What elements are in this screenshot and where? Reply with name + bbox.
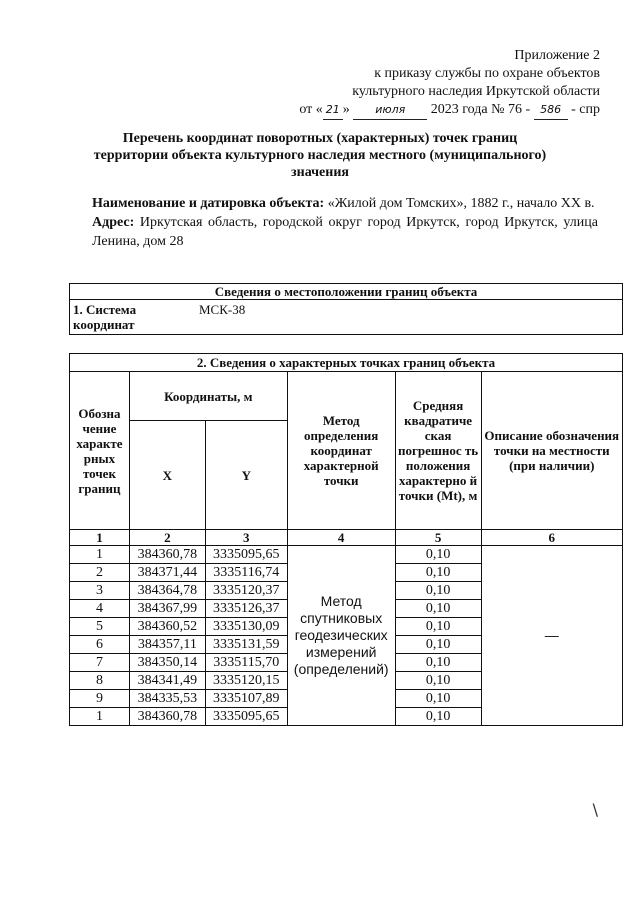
order-suffix: - спр	[571, 102, 600, 117]
point-x: 384350,14	[129, 654, 205, 672]
point-number: 7	[70, 654, 130, 672]
date-year: 2023 года № 76 -	[430, 102, 531, 117]
object-address	[92, 213, 598, 251]
point-y: 3335095,65	[205, 708, 287, 726]
point-y: 3335120,37	[205, 582, 287, 600]
spacer-row	[70, 335, 623, 354]
point-number: 9	[70, 690, 130, 708]
point-error: 0,10	[395, 582, 481, 600]
point-number: 6	[70, 636, 130, 654]
col-coords-header: Координаты, м	[129, 372, 287, 421]
col-error-header: Средняя квадратиче ская погрешнос ть положения характерно й точки (Mt), м	[395, 372, 481, 530]
appendix-line-2: к приказу службы по охране объектов	[374, 66, 600, 81]
point-x: 384371,44	[129, 564, 205, 582]
point-number: 1	[70, 546, 130, 564]
point-y: 3335095,65	[205, 546, 287, 564]
points-table	[69, 353, 623, 726]
point-y: 3335120,15	[205, 672, 287, 690]
document-title	[60, 130, 580, 181]
description-cell: —	[481, 546, 622, 726]
point-y: 3335131,59	[205, 636, 287, 654]
col-number: 5	[395, 530, 481, 546]
point-error: 0,10	[395, 636, 481, 654]
point-error: 0,10	[395, 690, 481, 708]
col-number: 3	[205, 530, 287, 546]
margin-pen-mark: \	[592, 800, 598, 819]
object-info	[92, 194, 598, 251]
col-desc-header: Описание обозначения точки на местности (при наличии)	[481, 372, 622, 530]
col-x-header: X	[129, 421, 205, 530]
date-prefix: от «	[299, 102, 323, 117]
point-x: 384335,53	[129, 690, 205, 708]
point-y: 3335116,74	[205, 564, 287, 582]
handwritten-order-number: 586	[534, 101, 568, 120]
point-error: 0,10	[395, 708, 481, 726]
point-y: 3335115,70	[205, 654, 287, 672]
point-number: 2	[70, 564, 130, 582]
point-x: 384357,11	[129, 636, 205, 654]
point-number: 1	[70, 708, 130, 726]
col-number: 4	[287, 530, 395, 546]
point-number: 8	[70, 672, 130, 690]
method-cell: Метод спутниковых геодезических измерений (определений)	[287, 546, 395, 726]
appendix-line-1: Приложение 2	[514, 48, 600, 63]
point-x: 384360,78	[129, 546, 205, 564]
point-number: 3	[70, 582, 130, 600]
point-x: 384364,78	[129, 582, 205, 600]
point-y: 3335107,89	[205, 690, 287, 708]
point-error: 0,10	[395, 672, 481, 690]
title-line-2: территории объекта культурного наследия местного (муниципального)	[93, 148, 547, 163]
appendix-date-line	[299, 101, 600, 120]
col-y-header: Y	[205, 421, 287, 530]
point-number: 4	[70, 600, 130, 618]
point-number: 5	[70, 618, 130, 636]
object-name-label: Наименование и датировка объекта:	[92, 196, 325, 211]
handwritten-day: 21	[323, 101, 343, 120]
point-x: 384360,52	[129, 618, 205, 636]
col-number: 2	[129, 530, 205, 546]
object-address-value: Иркутская область, городской округ город Иркутск, город Иркутск, улица Ленина, дом 28	[92, 215, 598, 249]
table-row	[70, 546, 623, 564]
title-line-3: значения	[291, 165, 349, 180]
points-section-title: 2. Сведения о характерных точках границ объекта	[70, 354, 623, 372]
object-name	[92, 194, 598, 213]
object-address-label: Адрес:	[92, 215, 135, 230]
date-mid: »	[342, 102, 350, 117]
coordinate-system-value: МСК-38	[196, 300, 623, 335]
col-number: 1	[70, 530, 130, 546]
handwritten-month: июля	[353, 101, 427, 120]
point-error: 0,10	[395, 654, 481, 672]
point-error: 0,10	[395, 546, 481, 564]
object-name-value: «Жилой дом Томских», 1882 г., начало XX в.	[327, 196, 595, 211]
point-x: 384360,78	[129, 708, 205, 726]
point-y: 3335130,09	[205, 618, 287, 636]
location-header: Сведения о местоположении границ объекта	[70, 284, 623, 300]
point-error: 0,10	[395, 618, 481, 636]
col-method-header: Метод определения координат характерной точки	[287, 372, 395, 530]
point-error: 0,10	[395, 600, 481, 618]
point-x: 384341,49	[129, 672, 205, 690]
title-line-1: Перечень координат поворотных (характерных) точек границ	[122, 131, 518, 146]
point-error: 0,10	[395, 564, 481, 582]
point-y: 3335126,37	[205, 600, 287, 618]
appendix-header	[299, 47, 600, 120]
col-number: 6	[481, 530, 622, 546]
location-table	[69, 283, 623, 354]
point-x: 384367,99	[129, 600, 205, 618]
col-point-header: Обозна чение характе рных точек границ	[70, 372, 130, 530]
coordinate-system-label: 1. Система координат	[70, 300, 197, 335]
appendix-line-3: культурного наследия Иркутской области	[352, 84, 600, 99]
